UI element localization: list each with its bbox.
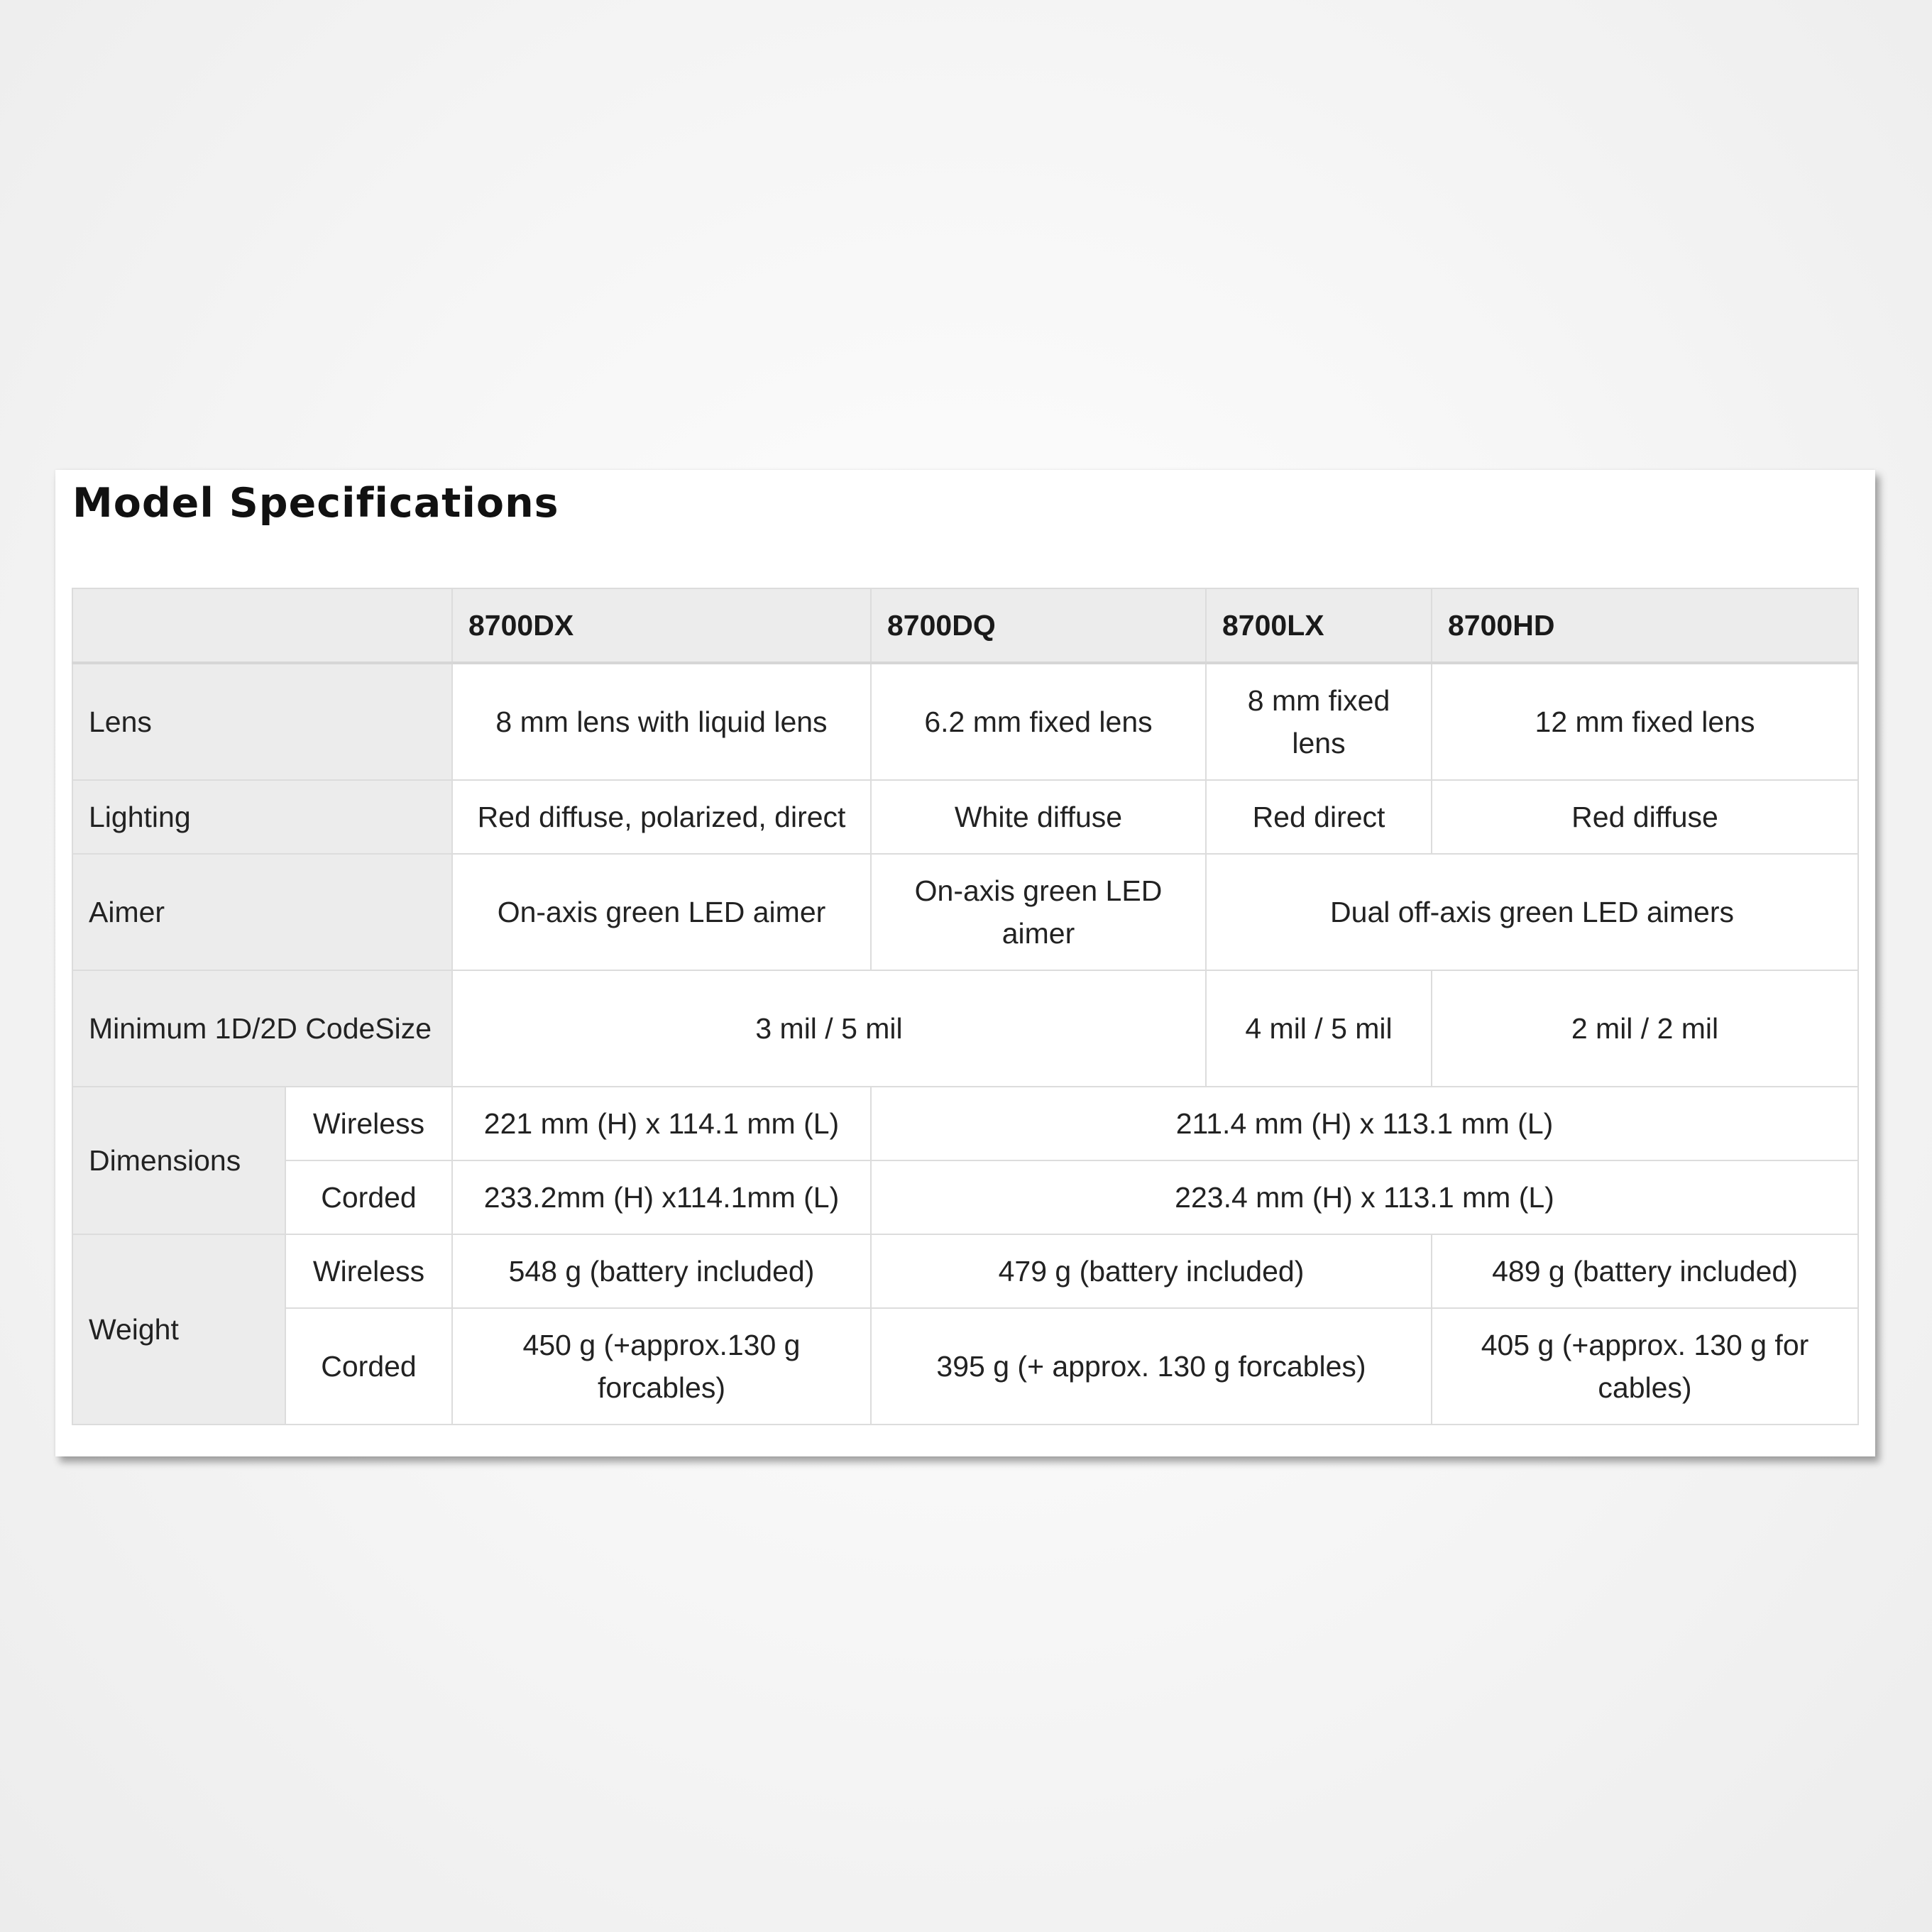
weight-corded-8700dq-8700lx: 395 g (+ approx. 130 g forcables) xyxy=(871,1308,1432,1425)
row-label-dimensions: Dimensions xyxy=(72,1087,285,1234)
sub-label-weight-corded: Corded xyxy=(285,1308,452,1425)
sub-label-dimensions-wireless: Wireless xyxy=(285,1087,452,1160)
weight-corded-8700dx: 450 g (+approx.130 g forcables) xyxy=(452,1308,871,1425)
table-row-dimensions-wireless xyxy=(72,1087,1858,1160)
dimensions-wireless-others: 211.4 mm (H) x 113.1 mm (L) xyxy=(871,1087,1858,1160)
sub-label-dimensions-corded: Corded xyxy=(285,1160,452,1234)
row-label-weight: Weight xyxy=(72,1234,285,1425)
row-label-lighting: Lighting xyxy=(72,780,452,854)
aimer-8700dx: On-axis green LED aimer xyxy=(452,854,871,970)
table-row-code-size xyxy=(72,970,1858,1087)
code-size-8700lx: 4 mil / 5 mil xyxy=(1206,970,1432,1087)
table-row-dimensions-corded xyxy=(72,1160,1858,1234)
table-header-row xyxy=(72,588,1858,663)
spec-card xyxy=(55,470,1875,1456)
weight-corded-8700hd: 405 g (+approx. 130 g for cables) xyxy=(1432,1308,1858,1425)
lighting-8700hd: Red diffuse xyxy=(1432,780,1858,854)
header-model-8700dx: 8700DX xyxy=(452,588,871,663)
lens-8700hd: 12 mm fixed lens xyxy=(1432,663,1858,780)
table-row-lighting xyxy=(72,780,1858,854)
row-label-aimer: Aimer xyxy=(72,854,452,970)
table-row-lens xyxy=(72,663,1858,780)
row-label-lens: Lens xyxy=(72,663,452,780)
weight-wireless-8700dq-8700lx: 479 g (battery included) xyxy=(871,1234,1432,1308)
weight-wireless-8700hd: 489 g (battery included) xyxy=(1432,1234,1858,1308)
lens-8700dq: 6.2 mm fixed lens xyxy=(871,663,1206,780)
aimer-8700lx-8700hd: Dual off-axis green LED aimers xyxy=(1206,854,1858,970)
table-row-weight-corded xyxy=(72,1308,1858,1425)
aimer-8700dq: On-axis green LED aimer xyxy=(871,854,1206,970)
code-size-8700hd: 2 mil / 2 mil xyxy=(1432,970,1858,1087)
header-blank-cell xyxy=(72,588,452,663)
table-row-weight-wireless xyxy=(72,1234,1858,1308)
dimensions-corded-8700dx: 233.2mm (H) x114.1mm (L) xyxy=(452,1160,871,1234)
sub-label-weight-wireless: Wireless xyxy=(285,1234,452,1308)
table-row-aimer xyxy=(72,854,1858,970)
header-model-8700hd: 8700HD xyxy=(1432,588,1858,663)
lighting-8700lx: Red direct xyxy=(1206,780,1432,854)
lens-8700lx: 8 mm fixed lens xyxy=(1206,663,1432,780)
lighting-8700dx: Red diffuse, polarized, direct xyxy=(452,780,871,854)
header-model-8700lx: 8700LX xyxy=(1206,588,1432,663)
header-model-8700dq: 8700DQ xyxy=(871,588,1206,663)
spec-table xyxy=(72,588,1859,1425)
row-label-code-size: Minimum 1D/2D CodeSize xyxy=(72,970,452,1087)
lens-8700dx: 8 mm lens with liquid lens xyxy=(452,663,871,780)
lighting-8700dq: White diffuse xyxy=(871,780,1206,854)
weight-wireless-8700dx: 548 g (battery included) xyxy=(452,1234,871,1308)
dimensions-wireless-8700dx: 221 mm (H) x 114.1 mm (L) xyxy=(452,1087,871,1160)
code-size-8700dx-8700dq: 3 mil / 5 mil xyxy=(452,970,1206,1087)
dimensions-corded-others: 223.4 mm (H) x 113.1 mm (L) xyxy=(871,1160,1858,1234)
page-title: Model Specifications xyxy=(72,480,559,527)
